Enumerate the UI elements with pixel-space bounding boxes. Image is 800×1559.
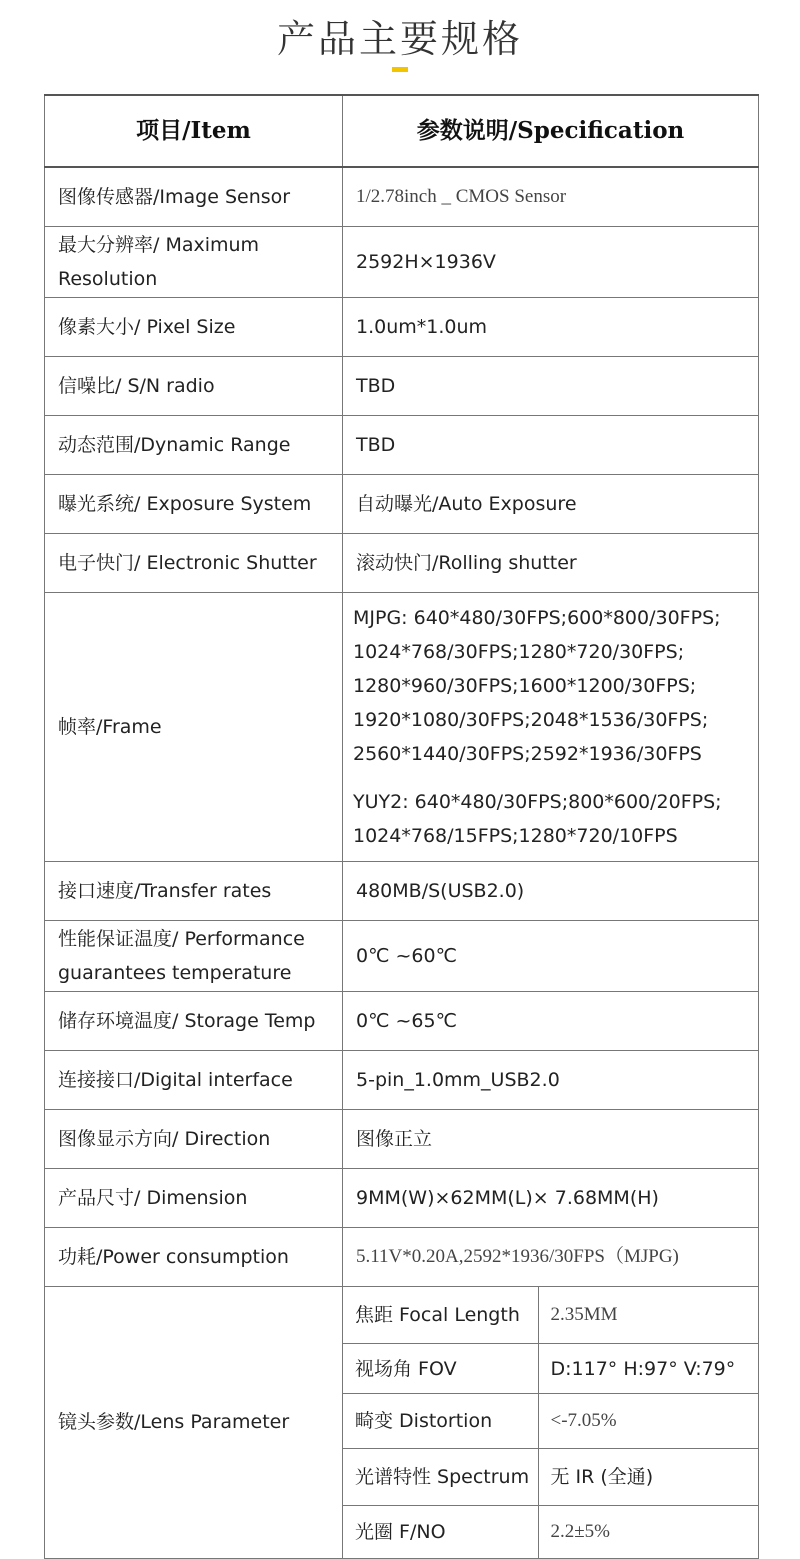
table-row (45, 356, 759, 415)
row-label: 产品尺寸/ Dimension (45, 1168, 343, 1227)
lens-value: D:117° H:97° V:79° (538, 1344, 758, 1394)
table-row-lens (45, 1286, 759, 1558)
table-row (45, 1050, 759, 1109)
yuy2-group (353, 785, 758, 853)
row-value: 5.11V*0.20A,2592*1936/30FPS（MJPG) (343, 1227, 759, 1286)
row-label: 像素大小/ Pixel Size (45, 297, 343, 356)
lens-value: <-7.05% (538, 1394, 758, 1449)
mjpg-group (353, 601, 758, 771)
page-title: 产品主要规格 (276, 17, 523, 61)
row-value: 1.0um*1.0um (343, 297, 759, 356)
spec-table (44, 94, 759, 1559)
row-label: 曝光系统/ Exposure System (45, 474, 343, 533)
lens-value: 2.35MM (538, 1287, 758, 1344)
table-row (45, 415, 759, 474)
table-row (45, 167, 759, 226)
row-label: 帧率/Frame (45, 592, 343, 861)
table-row (45, 533, 759, 592)
row-label: 连接接口/Digital interface (45, 1050, 343, 1109)
row-value: 5-pin_1.0mm_USB2.0 (343, 1050, 759, 1109)
frame-line: YUY2: 640*480/30FPS;800*600/20FPS; (353, 790, 722, 813)
row-label: 镜头参数/Lens Parameter (45, 1286, 343, 1558)
row-value: 1/2.78inch _ CMOS Sensor (343, 167, 759, 226)
lens-row (343, 1287, 758, 1344)
lens-subtable-cell (343, 1286, 759, 1558)
row-label: 图像显示方向/ Direction (45, 1109, 343, 1168)
lens-key: 视场角 FOV (343, 1344, 538, 1394)
table-row (45, 991, 759, 1050)
row-label: 接口速度/Transfer rates (45, 861, 343, 920)
frame-line: 1024*768/30FPS;1280*720/30FPS; (353, 640, 685, 663)
row-label: 动态范围/Dynamic Range (45, 415, 343, 474)
table-row (45, 861, 759, 920)
lens-key: 光谱特性 Spectrum (343, 1449, 538, 1506)
table-row (45, 920, 759, 991)
lens-row (343, 1394, 758, 1449)
table-row (45, 226, 759, 297)
lens-key: 焦距 Focal Length (343, 1287, 538, 1344)
frame-line: 1280*960/30FPS;1600*1200/30FPS; (353, 674, 697, 697)
table-row (45, 1168, 759, 1227)
lens-row (343, 1449, 758, 1506)
row-label: 图像传感器/Image Sensor (45, 167, 343, 226)
frame-line: 2560*1440/30FPS;2592*1936/30FPS (353, 742, 702, 765)
frame-line: 1920*1080/30FPS;2048*1536/30FPS; (353, 708, 709, 731)
row-label: 最大分辨率/ Maximum Resolution (45, 226, 343, 297)
table-row-frame (45, 592, 759, 861)
header-spec: 参数说明/Specification (343, 95, 759, 167)
lens-value: 2.2±5% (550, 1520, 611, 1542)
row-value: TBD (343, 415, 759, 474)
frame-line: 1024*768/15FPS;1280*720/10FPS (353, 824, 678, 847)
row-label: 信噪比/ S/N radio (45, 356, 343, 415)
header-item: 项目/Item (45, 95, 343, 167)
row-value: 0℃ ~60℃ (343, 920, 759, 991)
row-value: TBD (343, 356, 759, 415)
row-value: 2592H×1936V (343, 226, 759, 297)
row-value: 滚动快门/Rolling shutter (343, 533, 759, 592)
table-row (45, 1109, 759, 1168)
row-label: 性能保证温度/ Performance guarantees temperature (45, 920, 343, 991)
lens-row (343, 1344, 758, 1394)
row-value: 自动曝光/Auto Exposure (343, 474, 759, 533)
row-value: 0℃ ~65℃ (343, 991, 759, 1050)
row-value: 480MB/S(USB2.0) (343, 861, 759, 920)
row-value: 图像正立 (343, 1109, 759, 1168)
lens-key: 光圈 F/NO (343, 1506, 538, 1558)
lens-row (343, 1506, 758, 1558)
frame-line: MJPG: 640*480/30FPS;600*800/30FPS; (353, 606, 721, 629)
lens-subtable (343, 1287, 758, 1558)
lens-key: 畸变 Distortion (343, 1394, 538, 1449)
table-header-row (45, 95, 759, 167)
row-label: 电子快门/ Electronic Shutter (45, 533, 343, 592)
row-value: 9MM(W)×62MM(L)× 7.68MM(H) (343, 1168, 759, 1227)
table-row (45, 1227, 759, 1286)
frame-rate-values (343, 592, 759, 861)
table-row (45, 474, 759, 533)
row-label: 储存环境温度/ Storage Temp (45, 991, 343, 1050)
row-label: 功耗/Power consumption (45, 1227, 343, 1286)
table-row (45, 297, 759, 356)
title-accent-bar (392, 67, 408, 72)
lens-value: 无 IR (全通) (538, 1449, 758, 1506)
